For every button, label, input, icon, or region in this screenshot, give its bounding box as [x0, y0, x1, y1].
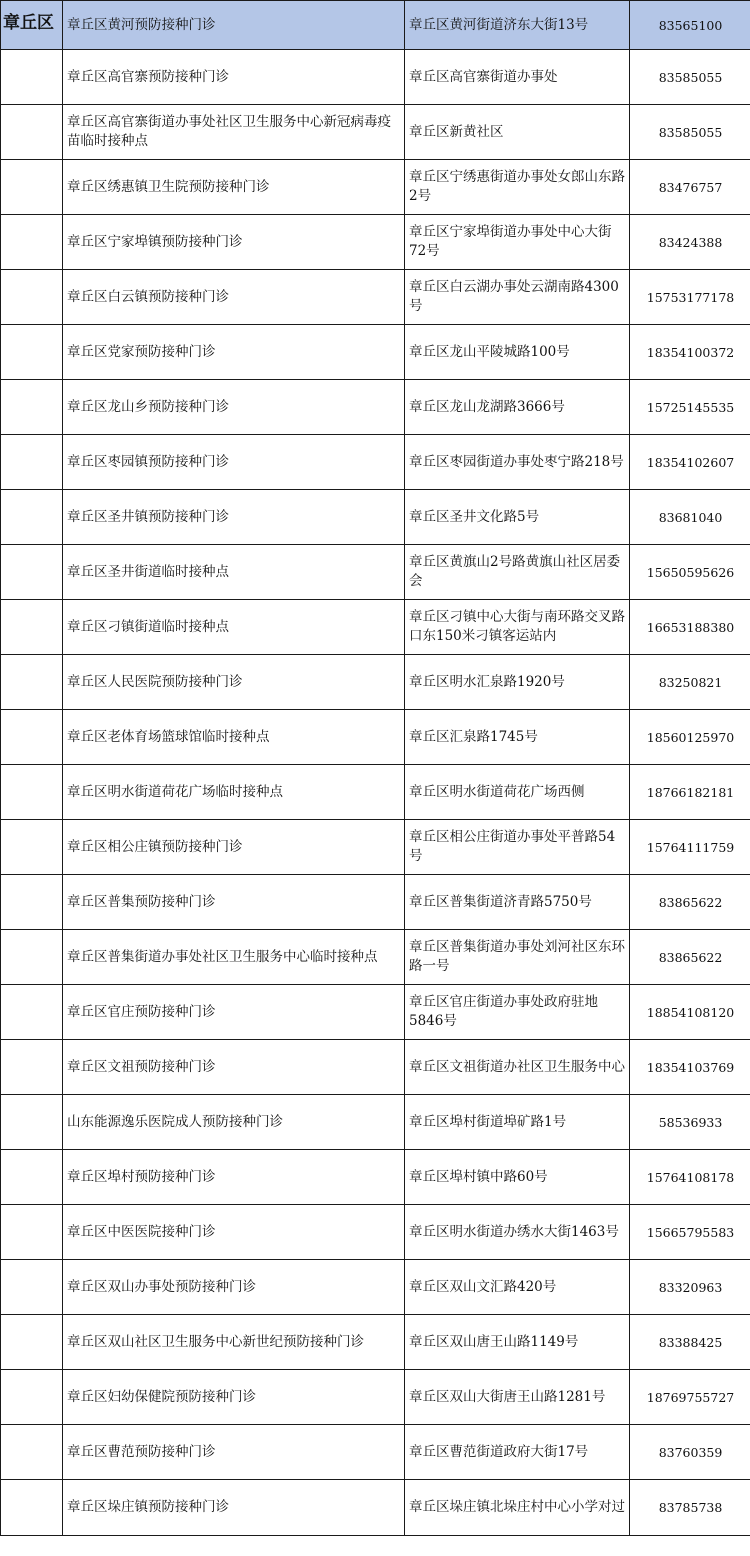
table-row: [1, 490, 750, 545]
site-address: 章丘区埠村街道埠矿路1号: [405, 1095, 630, 1150]
site-phone: 18354103769: [630, 1040, 750, 1095]
district-cell: [1, 105, 63, 160]
table-row: [1, 105, 750, 160]
district-cell: [1, 655, 63, 710]
table-row: [1, 765, 750, 820]
site-phone: 83865622: [630, 930, 750, 985]
site-name: 章丘区垛庄镇预防接种门诊: [63, 1480, 405, 1536]
district-cell: [1, 710, 63, 765]
table-row: [1, 545, 750, 600]
site-name: 章丘区双山办事处预防接种门诊: [63, 1260, 405, 1315]
site-name: 章丘区圣井街道临时接种点: [63, 545, 405, 600]
site-phone: 83250821: [630, 655, 750, 710]
site-name: 章丘区人民医院预防接种门诊: [63, 655, 405, 710]
table-row: [1, 435, 750, 490]
site-phone: 18769755727: [630, 1370, 750, 1425]
table-row: [1, 930, 750, 985]
site-phone: 83785738: [630, 1480, 750, 1536]
table-row: [1, 1150, 750, 1205]
site-phone: 18354100372: [630, 325, 750, 380]
district-cell: [1, 765, 63, 820]
table-row: [1, 1260, 750, 1315]
site-address: 章丘区新黄社区: [405, 105, 630, 160]
site-phone: 83585055: [630, 105, 750, 160]
site-address: 章丘区垛庄镇北垛庄村中心小学对过: [405, 1480, 630, 1536]
site-name: 章丘区埠村预防接种门诊: [63, 1150, 405, 1205]
site-address: 章丘区双山唐王山路1149号: [405, 1315, 630, 1370]
table-row: [1, 1040, 750, 1095]
district-cell: [1, 875, 63, 930]
table-row: [1, 1425, 750, 1480]
table-row: [1, 600, 750, 655]
district-cell: [1, 1095, 63, 1150]
site-address: 章丘区高官寨街道办事处: [405, 50, 630, 105]
site-phone: 58536933: [630, 1095, 750, 1150]
district-cell: [1, 1205, 63, 1260]
site-phone: 15764111759: [630, 820, 750, 875]
site-name: 章丘区老体育场篮球馆临时接种点: [63, 710, 405, 765]
site-name: 章丘区黄河预防接种门诊: [63, 1, 405, 50]
table-row: [1, 270, 750, 325]
site-phone: 18560125970: [630, 710, 750, 765]
site-address: 章丘区明水汇泉路1920号: [405, 655, 630, 710]
district-cell: [1, 600, 63, 655]
table-row: [1, 1480, 750, 1536]
site-phone: 83760359: [630, 1425, 750, 1480]
site-name: 章丘区明水街道荷花广场临时接种点: [63, 765, 405, 820]
table-row: [1, 160, 750, 215]
table-body: [1, 1, 750, 1536]
site-address: 章丘区明水街道办绣水大街1463号: [405, 1205, 630, 1260]
site-name: 章丘区普集街道办事处社区卫生服务中心临时接种点: [63, 930, 405, 985]
table-row: [1, 710, 750, 765]
district-cell: [1, 1315, 63, 1370]
site-name: 章丘区白云镇预防接种门诊: [63, 270, 405, 325]
district-cell: [1, 270, 63, 325]
site-name: 章丘区高官寨街道办事处社区卫生服务中心新冠病毒疫苗临时接种点: [63, 105, 405, 160]
table-row: [1, 50, 750, 105]
site-name: 章丘区曹范预防接种门诊: [63, 1425, 405, 1480]
site-address: 章丘区龙山平陵城路100号: [405, 325, 630, 380]
site-phone: 16653188380: [630, 600, 750, 655]
site-phone: 83476757: [630, 160, 750, 215]
site-address: 章丘区相公庄街道办事处平普路54号: [405, 820, 630, 875]
site-address: 章丘区曹范街道政府大街17号: [405, 1425, 630, 1480]
site-address: 章丘区刁镇中心大街与南环路交叉路口东150米刁镇客运站内: [405, 600, 630, 655]
site-phone: 15665795583: [630, 1205, 750, 1260]
site-phone: 15753177178: [630, 270, 750, 325]
site-phone: 83565100: [630, 1, 750, 50]
site-name: 章丘区绣惠镇卫生院预防接种门诊: [63, 160, 405, 215]
site-phone: 15764108178: [630, 1150, 750, 1205]
district-cell: [1, 545, 63, 600]
site-name: 章丘区妇幼保健院预防接种门诊: [63, 1370, 405, 1425]
table-row: [1, 1315, 750, 1370]
site-name: 章丘区官庄预防接种门诊: [63, 985, 405, 1040]
site-phone: 83681040: [630, 490, 750, 545]
district-cell: [1, 380, 63, 435]
district-cell: [1, 985, 63, 1040]
table-row: [1, 215, 750, 270]
district-cell: [1, 1480, 63, 1536]
site-name: 章丘区文祖预防接种门诊: [63, 1040, 405, 1095]
site-name: 章丘区宁家埠镇预防接种门诊: [63, 215, 405, 270]
site-name: 章丘区相公庄镇预防接种门诊: [63, 820, 405, 875]
district-cell: [1, 1040, 63, 1095]
district-cell: [1, 820, 63, 875]
table-row: [1, 820, 750, 875]
district-cell: [1, 490, 63, 545]
table-row: [1, 1370, 750, 1425]
site-address: 章丘区官庄街道办事处政府驻地5846号: [405, 985, 630, 1040]
site-address: 章丘区普集街道济青路5750号: [405, 875, 630, 930]
site-address: 章丘区宁家埠街道办事处中心大街72号: [405, 215, 630, 270]
site-name: 章丘区双山社区卫生服务中心新世纪预防接种门诊: [63, 1315, 405, 1370]
site-name: 章丘区刁镇街道临时接种点: [63, 600, 405, 655]
site-name: 章丘区中医医院接种门诊: [63, 1205, 405, 1260]
table-row: [1, 1205, 750, 1260]
district-cell: [1, 160, 63, 215]
table-row: [1, 1095, 750, 1150]
site-phone: 83320963: [630, 1260, 750, 1315]
site-name: 章丘区枣园镇预防接种门诊: [63, 435, 405, 490]
site-phone: 15725145535: [630, 380, 750, 435]
site-address: 章丘区双山大街唐王山路1281号: [405, 1370, 630, 1425]
site-address: 章丘区双山文汇路420号: [405, 1260, 630, 1315]
site-name: 章丘区普集预防接种门诊: [63, 875, 405, 930]
table-row: [1, 1, 750, 50]
site-address: 章丘区宁绣惠街道办事处女郎山东路2号: [405, 160, 630, 215]
district-cell: [1, 1150, 63, 1205]
site-phone: 83585055: [630, 50, 750, 105]
table-row: [1, 985, 750, 1040]
table-row: [1, 325, 750, 380]
site-address: 章丘区龙山龙湖路3666号: [405, 380, 630, 435]
district-cell: [1, 930, 63, 985]
site-address: 章丘区枣园街道办事处枣宁路218号: [405, 435, 630, 490]
site-address: 章丘区埠村镇中路60号: [405, 1150, 630, 1205]
site-phone: 83388425: [630, 1315, 750, 1370]
site-address: 章丘区文祖街道办社区卫生服务中心: [405, 1040, 630, 1095]
site-name: 章丘区党家预防接种门诊: [63, 325, 405, 380]
site-address: 章丘区明水街道荷花广场西侧: [405, 765, 630, 820]
site-phone: 18354102607: [630, 435, 750, 490]
district-cell: [1, 1425, 63, 1480]
site-name: 章丘区圣井镇预防接种门诊: [63, 490, 405, 545]
district-label: 章丘区: [1, 1, 63, 50]
site-address: 章丘区黄旗山2号路黄旗山社区居委会: [405, 545, 630, 600]
district-cell: [1, 325, 63, 380]
table-row: [1, 655, 750, 710]
site-phone: 18854108120: [630, 985, 750, 1040]
site-address: 章丘区黄河街道济东大街13号: [405, 1, 630, 50]
district-cell: [1, 1370, 63, 1425]
site-name: 山东能源逸乐医院成人预防接种门诊: [63, 1095, 405, 1150]
district-cell: [1, 435, 63, 490]
site-name: 章丘区龙山乡预防接种门诊: [63, 380, 405, 435]
site-phone: 83865622: [630, 875, 750, 930]
table-row: [1, 875, 750, 930]
site-phone: 15650595626: [630, 545, 750, 600]
site-name: 章丘区高官寨预防接种门诊: [63, 50, 405, 105]
table-row: [1, 380, 750, 435]
site-address: 章丘区白云湖办事处云湖南路4300号: [405, 270, 630, 325]
site-address: 章丘区汇泉路1745号: [405, 710, 630, 765]
district-cell: [1, 1260, 63, 1315]
site-phone: 83424388: [630, 215, 750, 270]
district-cell: [1, 50, 63, 105]
site-phone: 18766182181: [630, 765, 750, 820]
site-address: 章丘区普集街道办事处刘河社区东环路一号: [405, 930, 630, 985]
district-cell: [1, 215, 63, 270]
site-address: 章丘区圣井文化路5号: [405, 490, 630, 545]
